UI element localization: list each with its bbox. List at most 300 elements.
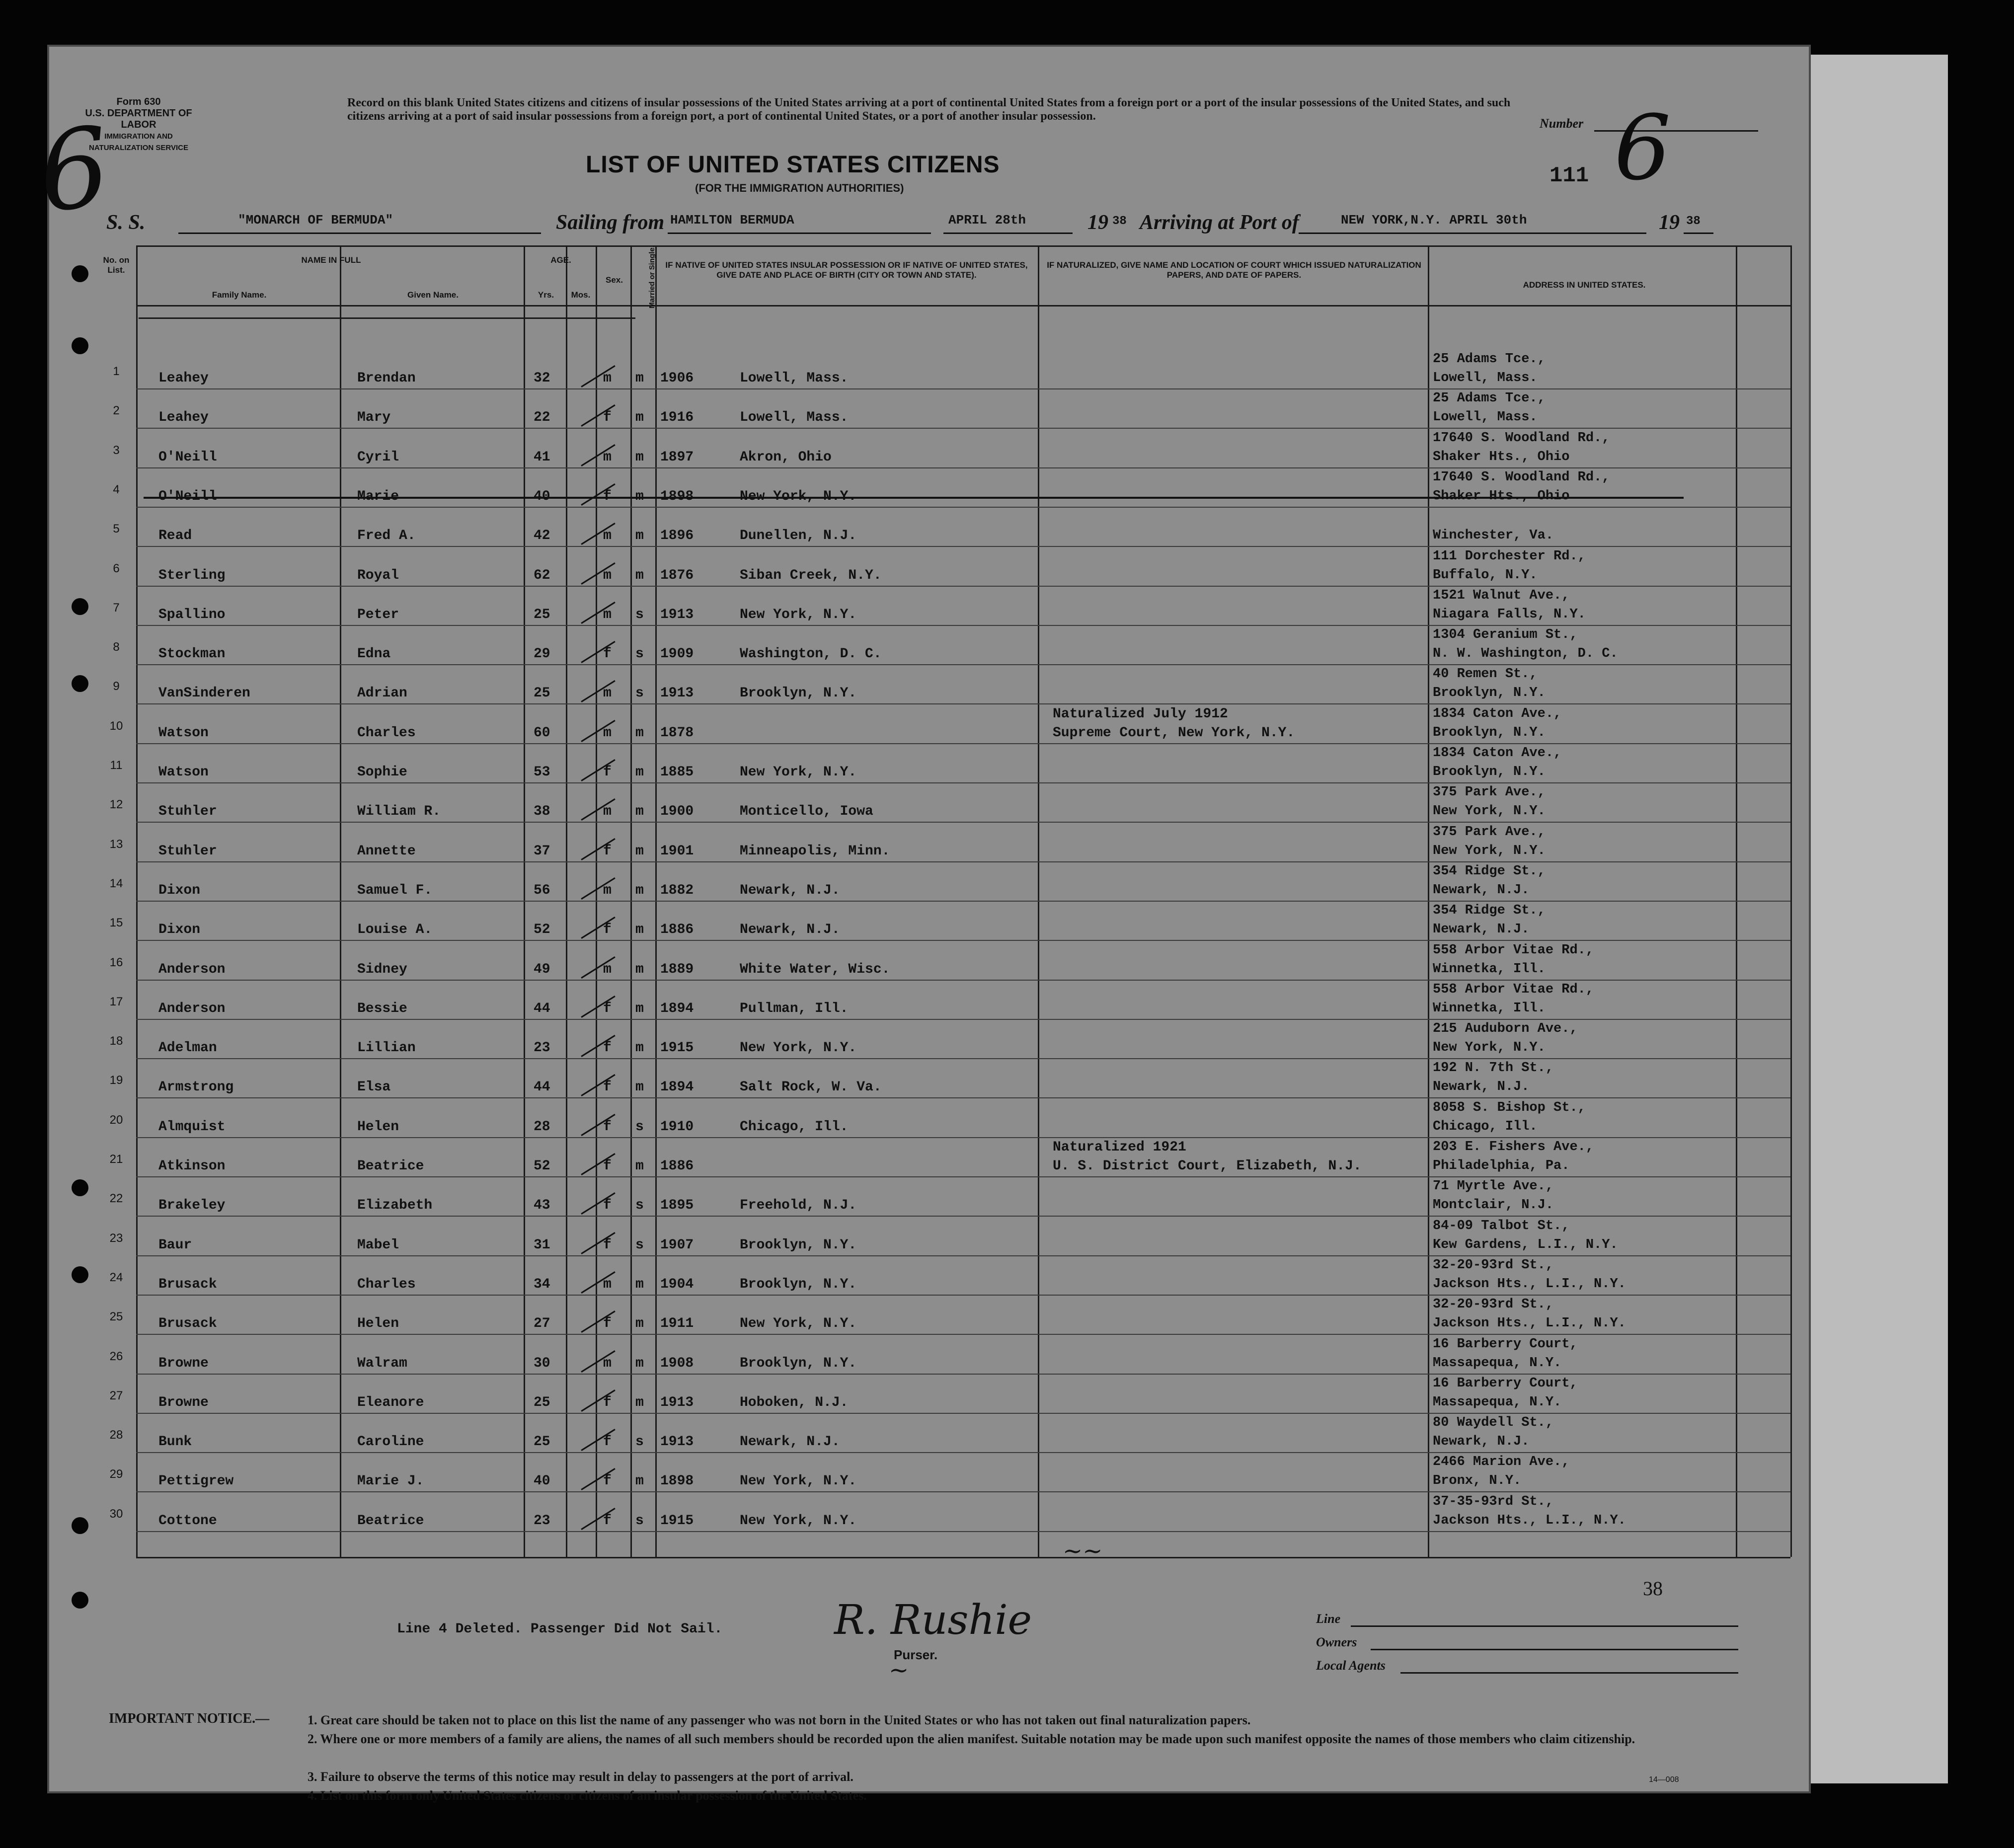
cell-no: 16 [109,955,123,969]
row-rule [136,1413,1790,1414]
cell-status: m [635,449,644,465]
cell-no: 9 [113,680,120,693]
cell-age: 23 [534,1040,550,1056]
cell-given: Beatrice [357,1158,424,1174]
cell-family: Atkinson [158,1158,226,1174]
cell-sex: f [603,1434,612,1450]
cell-addr1: 17640 S. Woodland Rd., [1433,430,1610,446]
header-birth: IF NATIVE OF UNITED STATES INSULAR POSSESSION OR IF NATIVE OF UNITED STATES, GIVE DATE AND PLACE OF BIRTH (CITY OR TOWN AND STATE). [665,260,1028,280]
cell-no: 20 [109,1113,123,1127]
cell-birth-place: Lowell, Mass. [740,410,849,426]
cell-age: 30 [534,1355,550,1371]
cell-status: m [635,765,644,780]
cell-addr2: Newark, N.J. [1433,1079,1530,1095]
cell-family: Brakeley [158,1198,226,1214]
cell-birth-place: New York, N.Y. [740,607,857,622]
cell-age: 38 [534,804,550,820]
cell-addr2: Bronx, N.Y. [1433,1473,1522,1489]
cell-addr2: Winnetka, Ill. [1433,961,1546,977]
cell-given: Charles [357,725,416,741]
cell-birth-year: 1878 [660,725,694,741]
row-rule [136,861,1790,862]
cell-age: 41 [534,449,550,465]
cell-addr1: 1834 Caton Ave., [1433,746,1562,761]
cell-family: Leahey [158,410,209,426]
header-age: AGE. [550,255,571,265]
cell-age: 22 [534,410,550,426]
cell-addr2: New York, N.Y. [1433,804,1546,819]
row-rule [136,664,1790,665]
purser-label: Purser. [894,1647,938,1662]
list-number: 6 [1614,96,1671,200]
cell-no: 21 [109,1153,123,1166]
cell-birth-year: 1913 [660,1394,694,1410]
cell-given: Annette [357,843,416,859]
cell-birth-year: 1886 [660,922,694,938]
cell-birth-place: Pullman, Ill. [740,1001,849,1016]
hole-punch [72,1592,88,1609]
row-rule [136,703,1790,704]
cell-sex: f [603,410,612,426]
cell-age: 43 [534,1198,550,1214]
cell-addr2: Newark, N.J. [1433,1434,1530,1450]
cell-birth-year: 1913 [660,686,694,701]
cell-given: Adrian [357,686,407,701]
cell-birth-place: New York, N.Y. [740,765,857,780]
cell-birth-year: 1901 [660,843,694,859]
cell-addr1: 203 E. Fishers Ave., [1433,1140,1594,1155]
cell-addr1: 80 Waydell St., [1433,1415,1554,1431]
cell-addr1: 558 Arbor Vitae Rd., [1433,982,1594,997]
row-rule [136,782,1790,783]
cell-sex: m [603,449,612,465]
serial-number: 111 [1549,163,1589,188]
arrival-port: NEW YORK,N.Y. APRIL 30th [1341,213,1527,228]
cell-addr1: 1304 Geranium St., [1433,627,1578,643]
cell-age: 32 [534,371,550,386]
cell-age: 44 [534,1001,550,1016]
cell-sex: f [603,1237,612,1253]
cell-sex: m [603,1355,612,1371]
cell-birth-place: Siban Creek, N.Y. [740,567,882,583]
cell-age: 31 [534,1237,550,1253]
notice-item-3: 3. Failure to observe the terms of this notice may result in delay to passengers at the port of arrival. [308,1770,853,1784]
cell-addr1: 375 Park Ave., [1433,785,1546,800]
cell-family: VanSinderen [158,686,250,701]
header-sex: Sex. [606,275,623,285]
cell-status: m [635,1473,644,1489]
cell-addr2: Jackson Hts., L.I., N.Y. [1433,1316,1626,1331]
cell-birth-year: 1900 [660,804,694,820]
cell-sex: m [603,528,612,544]
cell-age: 56 [534,882,550,898]
row-rule [136,467,1790,468]
adjacent-page-edge [1796,55,1948,1783]
cell-age: 53 [534,765,550,780]
cell-status: s [635,686,644,701]
cell-given: Brendan [357,371,416,386]
cell-given: Marie [357,488,399,504]
cell-family: O'Neill [158,449,217,465]
cell-addr1: 354 Ridge St., [1433,903,1546,919]
row-rule [136,1531,1790,1532]
cell-birth-year: 1885 [660,765,694,780]
row-rule [136,546,1790,547]
cell-addr2: N. W. Washington, D. C. [1433,646,1618,662]
cell-no: 7 [113,601,120,615]
cell-age: 37 [534,843,550,859]
instructions: Record on this blank United States citizens and citizens of insular possessions of the United States arriving at a port of continental United States from a foreign port or a port of the insular possessions of the United States, and such citizens arriving at a port of said insular possessions from a foreign port, a port of continental United States, or a port of another insular possession. [347,96,1511,123]
page-subtitle: (FOR THE IMMIGRATION AUTHORITIES) [695,182,904,194]
cell-birth-place: New York, N.Y. [740,1473,857,1489]
cell-birth-year: 1907 [660,1237,694,1253]
cell-family: Brusack [158,1316,217,1332]
cell-sex: f [603,488,612,504]
cell-sex: f [603,1513,612,1529]
cell-no: 6 [113,561,120,575]
cell-no: 11 [110,759,123,772]
cell-given: Mabel [357,1237,399,1253]
cell-given: Caroline [357,1434,424,1450]
cell-status: s [635,646,644,662]
cell-birth-year: 1915 [660,1040,694,1056]
cell-status: s [635,1119,644,1135]
sailing-year-prefix: 19 [1087,211,1108,234]
cell-sex: f [603,922,612,938]
row-rule [136,980,1790,981]
cell-nat2: Supreme Court, New York, N.Y. [1053,725,1295,741]
cell-family: Cottone [158,1513,217,1529]
cell-given: Fred A. [357,528,416,544]
cell-given: Sidney [357,961,407,977]
row-rule [136,1295,1790,1296]
cell-status: s [635,1198,644,1214]
cell-birth-place: Dunellen, N.J. [740,528,857,544]
cell-birth-place: Brooklyn, N.Y. [740,1237,857,1253]
cell-addr2: Lowell, Mass. [1433,371,1538,385]
cell-status: m [635,804,644,820]
cell-addr2: Shaker Hts., Ohio [1433,449,1570,464]
cell-addr2: Jackson Hts., L.I., N.Y. [1433,1276,1626,1292]
arrival-year: 38 [1686,215,1701,228]
row-rule [136,1255,1790,1256]
cell-addr1: 16 Barberry Court, [1433,1336,1578,1352]
cell-no: 17 [109,995,123,1008]
row-rule [136,1374,1790,1375]
cell-sex: f [603,843,612,859]
cell-age: 28 [534,1119,550,1135]
cell-no: 28 [109,1428,123,1442]
cell-sex: f [603,1473,612,1489]
cell-birth-place: Brooklyn, N.Y. [740,686,857,701]
cell-no: 3 [113,443,120,457]
cell-no: 5 [113,522,120,536]
cell-sex: m [603,1276,612,1292]
cell-age: 52 [534,922,550,938]
cell-family: Leahey [158,371,209,386]
cell-birth-place: New York, N.Y. [740,1316,857,1332]
header-no: No. on List. [103,255,130,275]
cell-addr2: Brooklyn, N.Y. [1433,725,1546,740]
cell-no: 4 [113,482,120,496]
row-rule [136,507,1790,508]
cell-age: 40 [534,1473,550,1489]
cell-age: 42 [534,528,550,544]
cell-no: 8 [113,640,120,654]
cell-given: Beatrice [357,1513,424,1529]
cell-given: Edna [357,646,391,662]
cell-family: Adelman [158,1040,217,1056]
cell-given: Eleanore [357,1394,424,1410]
cell-no: 23 [109,1231,123,1245]
cell-family: Read [158,528,192,544]
cell-family: Pettigrew [158,1473,234,1489]
header-months: Mos. [571,290,591,300]
cell-birth-place: Lowell, Mass. [740,371,849,386]
cell-status: m [635,567,644,583]
cell-age: 60 [534,725,550,741]
sailing-port: HAMILTON BERMUDA [670,213,794,228]
cell-birth-year: 1894 [660,1079,694,1095]
cell-addr2: Philadelphia, Pa. [1433,1158,1570,1173]
cell-family: O'Neill [158,488,217,504]
page-title: LIST OF UNITED STATES CITIZENS [586,152,1000,178]
cell-age: 25 [534,1394,550,1410]
cell-no: 10 [109,719,123,733]
notice-item-4: 4. List on this form only United States citizens or citizens of an insular possession of the United States. [308,1788,867,1803]
cell-family: Sterling [158,567,226,583]
cell-status: m [635,882,644,898]
cell-sex: f [603,1198,612,1214]
cell-addr1: 32-20-93rd St., [1433,1257,1554,1273]
owners-label: Owners [1316,1635,1357,1649]
cell-status: m [635,1355,644,1371]
cell-age: 34 [534,1276,550,1292]
cell-addr1: 354 Ridge St., [1433,863,1546,879]
cell-no: 30 [109,1507,123,1521]
cell-addr2: Niagara Falls, N.Y. [1433,607,1586,622]
cell-birth-place: Salt Rock, W. Va. [740,1079,882,1095]
cell-birth-year: 1916 [660,410,694,426]
cell-family: Anderson [158,1001,226,1016]
header-naturalized: IF NATURALIZED, GIVE NAME AND LOCATION OF COURT WHICH ISSUED NATURALIZATION PAPERS, AND DATE OF PAPERS. [1047,260,1421,280]
cell-status: s [635,1513,644,1529]
cell-status: m [635,528,644,544]
row-rule [136,1097,1790,1098]
cell-age: 23 [534,1513,550,1529]
hole-punch [72,337,88,354]
row-rule [136,743,1790,744]
cell-family: Watson [158,765,209,780]
cell-status: m [635,1316,644,1332]
cell-birth-year: 1913 [660,1434,694,1450]
cell-birth-year: 1896 [660,528,694,544]
cell-birth-year: 1897 [660,449,694,465]
cell-status: m [635,922,644,938]
cell-family: Armstrong [158,1079,234,1095]
cell-status: m [635,1040,644,1056]
row-rule [136,940,1790,941]
cell-addr2: Winnetka, Ill. [1433,1001,1546,1016]
cell-no: 25 [109,1310,123,1324]
table-bottom-rule [136,1557,1790,1558]
row-rule [136,1019,1790,1020]
line-label: Line [1316,1612,1341,1626]
cell-sex: m [603,607,612,622]
cell-addr2: Winchester, Va. [1433,528,1554,543]
cell-birth-year: 1915 [660,1513,694,1529]
cell-addr1: 8058 S. Bishop St., [1433,1100,1586,1115]
header-years: Yrs. [538,290,554,300]
cell-status: m [635,961,644,977]
cell-birth-place: Akron, Ohio [740,449,832,465]
table-top-rule [136,245,1790,247]
cell-family: Anderson [158,961,226,977]
cell-family: Brusack [158,1276,217,1292]
cell-birth-place: Brooklyn, N.Y. [740,1276,857,1292]
cell-birth-year: 1882 [660,882,694,898]
cell-sex: f [603,1001,612,1016]
handwritten-mark: ~ [889,1656,909,1684]
manifest-page [33,45,1811,1803]
cell-sex: m [603,961,612,977]
cell-birth-place: New York, N.Y. [740,1040,857,1056]
cell-no: 18 [109,1034,123,1048]
cell-status: s [635,607,644,622]
page-count: 38 [1643,1577,1663,1600]
cell-addr1: 71 Myrtle Ave., [1433,1179,1554,1194]
cell-addr1: 375 Park Ave., [1433,824,1546,840]
subheader-rule [139,317,635,319]
cell-age: 25 [534,1434,550,1450]
cell-birth-place: Newark, N.J. [740,922,840,938]
deletion-note: Line 4 Deleted. Passenger Did Not Sail. [397,1621,723,1637]
cell-family: Bunk [158,1434,192,1450]
sailing-date: APRIL 28th [948,213,1026,228]
cell-no: 24 [109,1270,123,1284]
sailing-year: 38 [1112,215,1127,228]
cell-sex: m [603,567,612,583]
row-rule [136,388,1790,389]
handwritten-initials: ~~ [1063,1537,1103,1565]
cell-addr1: 558 Arbor Vitae Rd., [1433,942,1594,958]
cell-age: 25 [534,686,550,701]
notice-item-2: 2. Where one or more members of a family are aliens, the names of all such members should be recorded upon the alien manifest. Suitable notation may be made upon such manifest opposite the names of those members who claim citizenship. [308,1732,1635,1746]
cell-no: 15 [109,916,123,930]
cell-no: 19 [109,1074,123,1087]
header-address: ADDRESS IN UNITED STATES. [1523,280,1646,290]
cell-sex: m [603,725,612,741]
cell-birth-year: 1889 [660,961,694,977]
cell-family: Watson [158,725,209,741]
cell-status: m [635,1079,644,1095]
row-rule [136,586,1790,587]
cell-no: 22 [109,1192,123,1206]
cell-addr2: Massapequa, N.Y. [1433,1394,1562,1410]
cell-addr2: Newark, N.J. [1433,922,1530,937]
cell-birth-year: 1910 [660,1119,694,1135]
cell-addr2: Buffalo, N.Y. [1433,567,1538,583]
cell-no: 26 [109,1349,123,1363]
cell-age: 62 [534,567,550,583]
cell-sex: m [603,371,612,386]
cell-no: 13 [109,837,123,851]
cell-addr2: Chicago, Ill. [1433,1119,1538,1134]
cell-addr2: Massapequa, N.Y. [1433,1355,1562,1371]
service-name: IMMIGRATION AND NATURALIZATION SERVICE [88,132,188,152]
cell-birth-year: 1895 [660,1198,694,1214]
cell-sex: f [603,1158,612,1174]
cell-birth-place: White Water, Wisc. [740,961,890,977]
header-married: Married or Single. [647,245,656,308]
row-rule [136,1176,1790,1177]
row-rule [136,428,1790,429]
cell-birth-year: 1904 [660,1276,694,1292]
cell-sex: f [603,1079,612,1095]
cell-addr2: Brooklyn, N.Y. [1433,765,1546,779]
cell-age: 52 [534,1158,550,1174]
cell-no: 12 [109,798,123,812]
cell-given: Peter [357,607,399,622]
cell-age: 25 [534,607,550,622]
arrival-year-prefix: 19 [1659,211,1680,234]
cell-birth-place: Chicago, Ill. [740,1119,849,1135]
cell-status: m [635,371,644,386]
cell-no: 1 [113,365,120,378]
cell-addr1: 25 Adams Tce., [1433,352,1546,367]
cell-nat1: Naturalized July 1912 [1053,706,1228,722]
header-bottom-rule [136,305,1790,307]
cell-addr2: Jackson Hts., L.I., N.Y. [1433,1513,1626,1528]
row-rule [136,901,1790,902]
header-given-name: Given Name. [407,290,459,300]
cell-addr1: 84-09 Talbot St., [1433,1218,1570,1233]
cell-status: m [635,1158,644,1174]
cell-birth-place: Hoboken, N.J. [740,1394,849,1410]
arriving-label: Arriving at Port of [1140,211,1299,234]
cell-family: Spallino [158,607,226,622]
cell-birth-place: Newark, N.J. [740,882,840,898]
cell-age: 49 [534,961,550,977]
cell-addr2: Lowell, Mass. [1433,410,1538,425]
cell-addr1: 111 Dorchester Rd., [1433,548,1586,564]
agents-label: Local Agents [1316,1658,1386,1673]
hole-punch [72,1517,88,1534]
cell-nat1: Naturalized 1921 [1053,1140,1186,1155]
hole-punch [72,675,88,692]
cell-given: William R. [357,804,441,820]
row-rule [136,822,1790,823]
form-number: Form 630 [116,96,161,107]
cell-sex: f [603,1316,612,1332]
cell-family: Almquist [158,1119,226,1135]
cell-given: Lillian [357,1040,416,1056]
cell-given: Marie J. [357,1473,424,1489]
cell-given: Helen [357,1119,399,1135]
cell-status: m [635,410,644,426]
sailing-label: Sailing from [556,211,665,234]
cell-given: Helen [357,1316,399,1332]
cell-status: s [635,1237,644,1253]
cell-given: Cyril [357,449,399,465]
hole-punch [72,1179,88,1196]
row-rule [136,1216,1790,1217]
cell-birth-year: 1908 [660,1355,694,1371]
cell-birth-year: 1898 [660,1473,694,1489]
cell-given: Elsa [357,1079,391,1095]
cell-nat2: U. S. District Court, Elizabeth, N.J. [1053,1158,1362,1174]
cell-sex: f [603,1119,612,1135]
